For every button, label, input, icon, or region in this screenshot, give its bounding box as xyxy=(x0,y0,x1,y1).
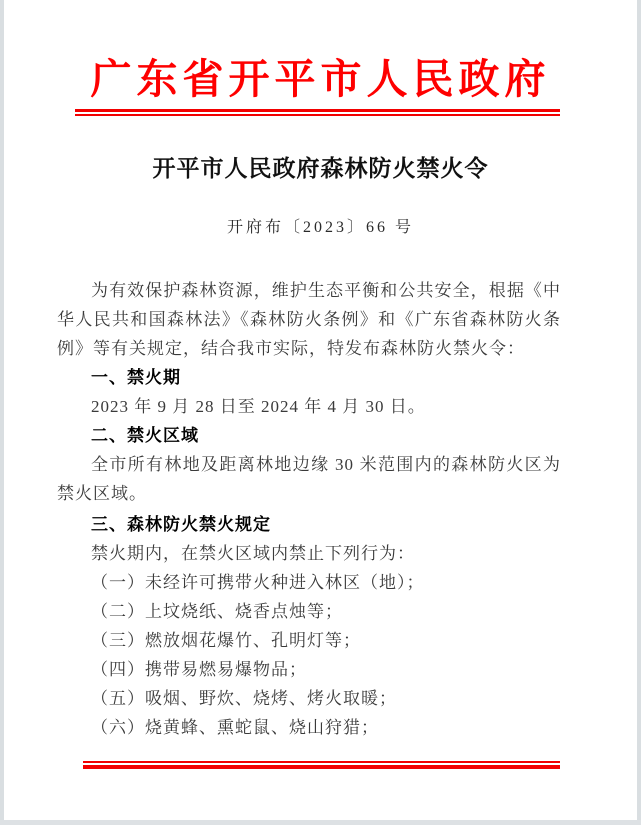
section-3-heading: 三、森林防火禁火规定 xyxy=(91,515,271,534)
section-1-paragraph-dates: 2023 年 9 月 28 日至 2024 年 4 月 30 日。 xyxy=(91,397,426,416)
document-body xyxy=(57,276,561,742)
prohibited-item-2: （二）上坟烧纸、烧香点烛等； xyxy=(91,602,343,621)
prohibited-item-3: （三）燃放烟花爆竹、孔明灯等； xyxy=(91,631,361,650)
section-2-paragraph-area: 全市所有林地及距离林地边缘 30 米范围内的森林防火区为禁火区域。 xyxy=(57,455,561,503)
scan-edge-bottom xyxy=(0,820,641,825)
prohibited-item-6: （六）烧黄蜂、熏蛇鼠、烧山狩猎； xyxy=(91,718,379,737)
scan-edge-left xyxy=(0,0,4,825)
scan-edge-right xyxy=(637,0,641,825)
letterhead-authority-name: 广东省开平市人民政府 xyxy=(90,56,551,102)
section-1-heading: 一、禁火期 xyxy=(91,368,181,387)
prohibited-item-1: （一）未经许可携带火种进入林区（地）； xyxy=(91,573,425,592)
prohibited-item-4: （四）携带易燃易爆物品； xyxy=(91,660,307,679)
intro-paragraph: 为有效保护森林资源，维护生态平衡和公共安全，根据《中华人民共和国森林法》《森林防火条例》和《广东省森林防火条例》等有关规定，结合我市实际，特发布森林防火禁火令： xyxy=(57,281,561,358)
letterhead-divider-line xyxy=(75,109,560,116)
section-3-intro-line: 禁火期内，在禁火区域内禁止下列行为： xyxy=(91,544,415,563)
document-number: 开府布〔2023〕66 号 xyxy=(226,219,414,236)
footer-divider-line xyxy=(83,761,560,769)
prohibited-item-5: （五）吸烟、野炊、烧烤、烤火取暖； xyxy=(91,689,397,708)
section-2-heading: 二、禁火区域 xyxy=(91,426,199,445)
document-title: 开平市人民政府森林防火禁火令 xyxy=(152,156,489,181)
